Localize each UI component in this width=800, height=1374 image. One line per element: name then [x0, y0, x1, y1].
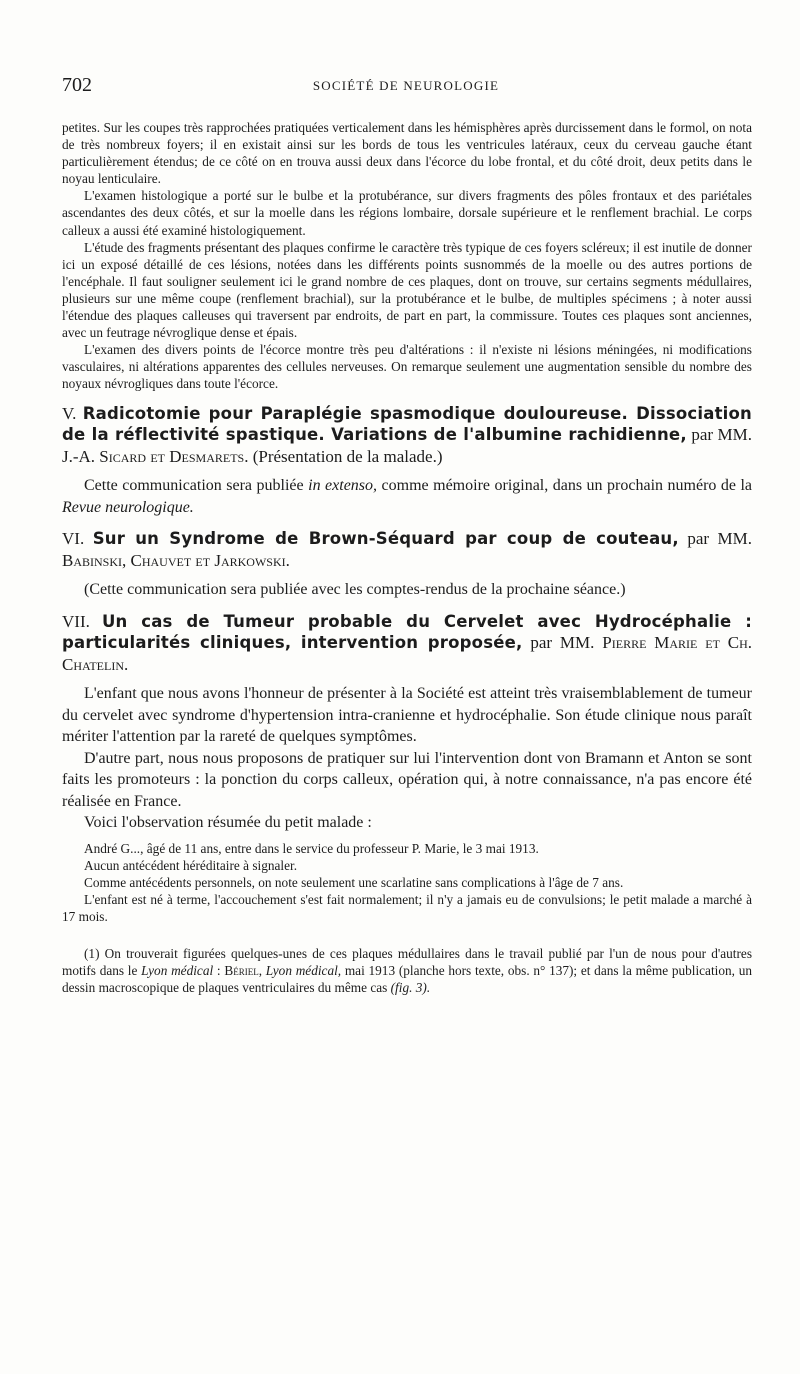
- observation-1: André G..., âgé de 11 ans, entre dans le service du professeur P. Marie, le 3 mai 1913.: [84, 840, 539, 856]
- section-v-authors: J.-A. Sicard et Desmarets.: [62, 446, 249, 466]
- paragraph-4: L'examen des divers points de l'écorce montre très peu d'altérations : il n'existe ni lésions méningées, ni modifications vasculaires, ni altérations apparentes des cellules nerveuses. On remarque seulement une augmentation sensible du nombre des noyaux névrogliques dans toute l'écorce.: [62, 342, 752, 392]
- section-vii-paragraph-3: Voici l'observation résumée du petit malade :: [84, 814, 372, 831]
- comm-journal: Revue neurologique.: [62, 498, 194, 516]
- footnote-journal-2: Lyon médical,: [265, 962, 342, 978]
- footnote-journal-1: Lyon médical: [141, 962, 214, 978]
- body-text: [62, 119, 752, 996]
- footnote-text-middle: mai 1913 (planche hors texte, obs. n° 137); et dans la même publication, un dessin macroscopique de plaques ventriculaires du même cas: [62, 962, 752, 995]
- page-header: [62, 74, 750, 104]
- section-vii-numeral: VII.: [62, 611, 90, 631]
- section-vii-paragraph-1: L'enfant que nous avons l'honneur de présenter à la Société est atteint très vraisemblablement de tumeur du cervelet avec syndrome d'hypertension intra-cranienne et hydrocéphalie. Son étude clinique nous paraît mériter l'attention par la rareté de quelques symptômes.: [62, 685, 752, 745]
- paragraph-1: petites. Sur les coupes très rapprochées pratiquées verticalement dans les hémisphères après durcissement dans le formol, on nota de très nombreux foyers; il en existait ainsi sur les bords de tous les ventricules latéraux, ceux du cerveau gauche étant particulièrement étendus; de ce côté on en trouva aussi deux dans l'écorce du lobe frontal, et du côté droit, deux petits dans le noyau lenticulaire.: [62, 120, 752, 187]
- paragraph-3: L'étude des fragments présentant des plaques confirme le caractère très typique de ces foyers scléreux; il est inutile de donner ici un exposé détaillé de ces lésions, notées dans les différents points susnommés de la moelle ou des autres portions de l'encéphale. Il faut souligner seulement ici le grand nombre de ces plaques, dont on trouve, sur certains segments médullaires, plusieurs sur une même coupe (renflement brachial), sur la protubérance et le bulbe, de multiples spécimens ; à noter aussi l'étendue des plaques calleuses qui traversent par endroits, de part en part, la commissure. Toutes ces plaques sont anciennes, avec un feutrage névroglique dense et épais.: [62, 239, 752, 341]
- section-vi-heading: [62, 528, 752, 571]
- section-vi-authors: Babinski, Chauvet et Jarkowski.: [62, 550, 290, 570]
- section-v-title: Radicotomie pour Paraplégie spasmodique douloureuse. Dissociation de la réflectivité spastique. Variations de l'albumine rachidienne,: [62, 403, 752, 444]
- section-vii-by: par MM.: [530, 633, 595, 652]
- section-vii-authors: Pierre Marie et Ch. Chatelin.: [62, 633, 753, 674]
- footnote-colon: :: [216, 962, 221, 978]
- section-vi-by: par MM.: [687, 529, 752, 548]
- section-vii-paragraph-2: D'autre part, nous nous proposons de pratiquer sur lui l'intervention dont von Bramann et Anton se sont faits les promoteurs : la ponction du corps calleux, opération qui, à notre connaissance, n'a pas encore été réalisée en France.: [62, 749, 752, 810]
- footnote: [62, 945, 752, 996]
- comm-text-middle: comme mémoire original, dans un prochain numéro de la: [381, 477, 753, 494]
- footnote-author: Bériel,: [224, 962, 263, 978]
- section-v-communication: [62, 475, 752, 518]
- footnote-figure-ref: (fig. 3).: [390, 979, 431, 995]
- page-number: 702: [62, 74, 92, 96]
- footnote-text-start: (1) On trouverait figurées quelques-unes de ces plaques médullaires dans le travail publié par l'un de nous pour d'autres motifs dans le: [62, 945, 752, 978]
- comm-in-extenso: in extenso,: [308, 477, 378, 494]
- running-head: SOCIÉTÉ DE NEUROLOGIE: [312, 78, 500, 93]
- section-v-numeral: V.: [62, 403, 77, 423]
- observation-2: Aucun antécédent héréditaire à signaler.: [84, 857, 298, 873]
- section-vii-title: Un cas de Tumeur probable du Cervelet avec Hydrocéphalie : particularités cliniques, intervention proposée,: [62, 611, 752, 652]
- section-v-by: par MM.: [691, 425, 753, 444]
- section-vi-numeral: VI.: [62, 529, 85, 548]
- section-vi-communication: (Cette communication sera publiée avec les comptes-rendus de la prochaine séance.): [84, 581, 626, 598]
- section-v-heading: [62, 403, 752, 468]
- paragraph-2: L'examen histologique a porté sur le bulbe et la protubérance, sur divers fragments des pôles frontaux et des pariétales ascendantes des deux côtés, et sur la moelle dans les régions lombaire, dorsale supérieure et le renflement brachial. Le corps calleux a aussi été examiné histologiquement.: [62, 188, 752, 238]
- observation-4: L'enfant est né à terme, l'accouchement s'est fait normalement; il n'y a jamais eu de convulsions; le petit malade a marché à 17 mois.: [62, 891, 752, 924]
- section-vii-heading: [62, 611, 752, 676]
- section-vi-title: Sur un Syndrome de Brown-Séquard par coup de couteau,: [92, 529, 679, 548]
- observation-3: Comme antécédents personnels, on note seulement une scarlatine sans complications à l'âge de 7 ans.: [84, 874, 624, 890]
- comm-text-start: Cette communication sera publiée: [84, 477, 304, 494]
- section-v-note: (Présentation de la malade.): [252, 446, 443, 466]
